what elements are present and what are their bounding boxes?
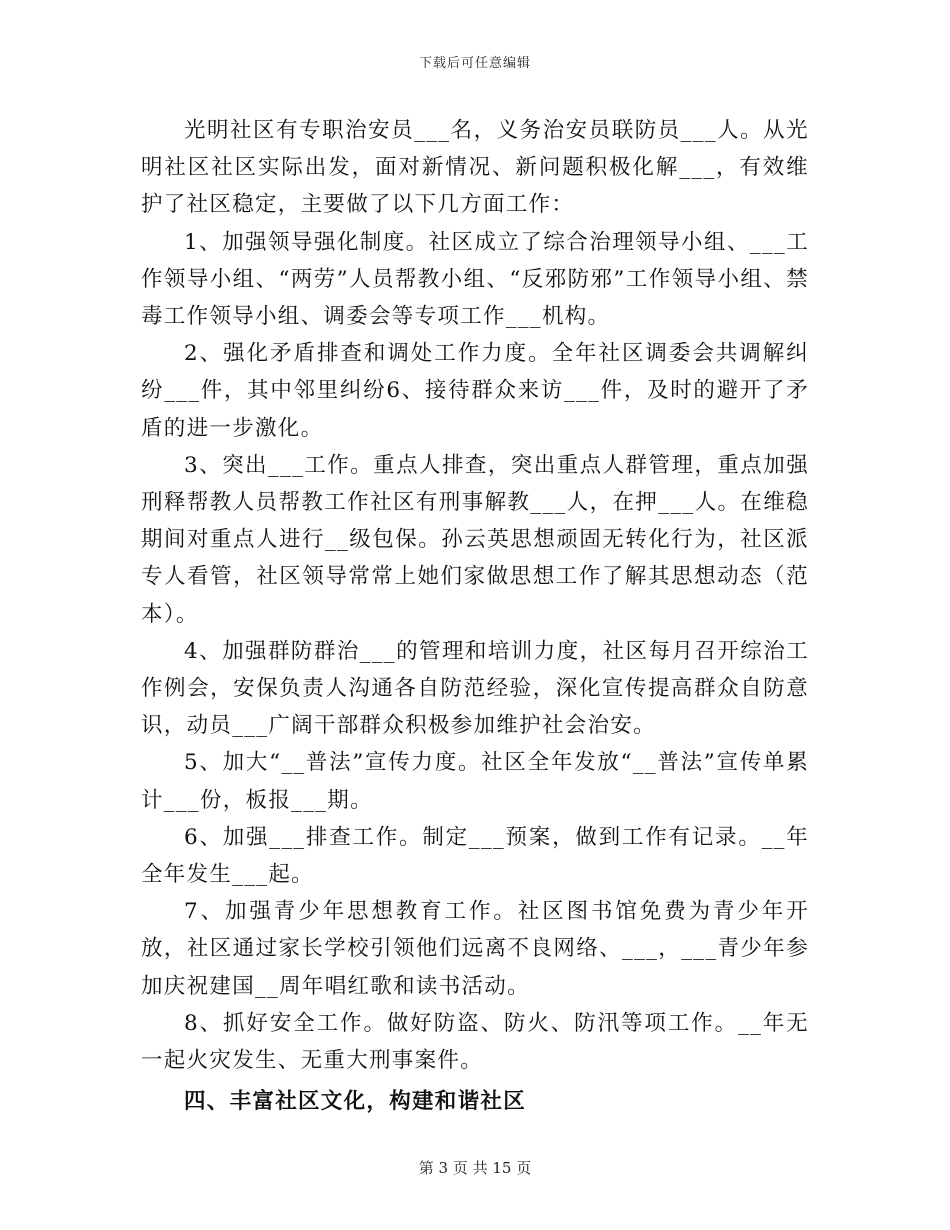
paragraph-item-8: 8、抓好安全工作。做好防盗、防火、防汛等项工作。__年无一起火灾发生、无重大刑事案件。 <box>141 1010 809 1074</box>
paragraph-item-4: 4、加强群防群治___的管理和培训力度，社区每月召开综治工作例会，安保负责人沟通各自防范经验，深化宣传提高群众自防意识，动员___广阔干部群众积极参加维护社会治安。 <box>141 638 809 739</box>
section-heading: 四、丰富社区文化，构建和谐社区 <box>184 1089 527 1115</box>
paragraph-item-1: 1、加强领导强化制度。社区成立了综合治理领导小组、___工作领导小组、“两劳”人员帮教小组、“反邪防邪”工作领导小组、禁毒工作领导小组、调委会等专项工作___机构。 <box>141 229 809 330</box>
paragraph-intro: 光明社区有专职治安员___名，义务治安员联防员___人。从光明社区社区实际出发，面对新情况、新问题积极化解___，有效维护了社区稳定，主要做了以下几方面工作： <box>141 118 809 218</box>
paragraph-item-2: 2、强化矛盾排查和调处工作力度。全年社区调委会共调解纠纷___件，其中邻里纠纷6、接待群众来访___件，及时的避开了矛盾的进一步激化。 <box>141 341 809 441</box>
paragraph-item-7: 7、加强青少年思想教育工作。社区图书馆免费为青少年开放，社区通过家长学校引领他们远离不良网络、___，___青少年参加庆祝建国__周年唱红歌和读书活动。 <box>141 899 809 999</box>
page-header-note: 下载后可任意编辑 <box>418 56 531 71</box>
paragraph-item-5: 5、加大“__普法”宣传力度。社区全年发放“__普法”宣传单累计___份，板报___期。 <box>141 750 809 813</box>
page-number-footer: 第 3 页 共 15 页 <box>418 1159 532 1177</box>
paragraph-item-6: 6、加强___排查工作。制定___预案，做到工作有记录。__年全年发生___起。 <box>141 824 809 888</box>
paragraph-item-3: 3、突出___工作。重点人排查，突出重点人群管理，重点加强刑释帮教人员帮教工作社区有刑事解教___人，在押___人。在维稳期间对重点人进行__级包保。孙云英思想顽固无转化行为，社区派专人看管，社区领导常常上她们家做思想工作了解其思想动态（范本）。 <box>141 452 809 627</box>
document-body <box>141 112 809 1120</box>
